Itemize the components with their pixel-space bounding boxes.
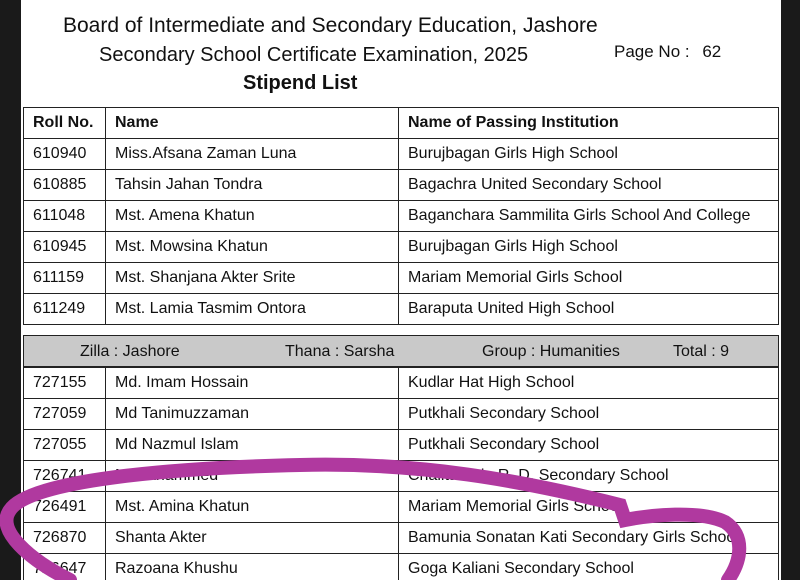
- roll-cell: 727155: [24, 368, 106, 399]
- stipend-table-bottom: [23, 367, 779, 580]
- table-row: [24, 170, 779, 201]
- table-header-row: [24, 108, 779, 139]
- table-row: [24, 461, 779, 492]
- institution-cell: Mariam Memorial Girls School: [399, 492, 779, 523]
- roll-cell: 611048: [24, 201, 106, 232]
- institution-cell: Baraputa United High School: [399, 294, 779, 325]
- document-page: [21, 0, 781, 580]
- stipend-table-top: [23, 107, 779, 325]
- name-cell: Shanta Akter: [106, 523, 399, 554]
- board-title: Board of Intermediate and Secondary Education, Jashore: [63, 14, 598, 37]
- institution-cell: Bamunia Sonatan Kati Secondary Girls School: [399, 523, 779, 554]
- column-name: Name: [106, 108, 399, 139]
- table-row: [24, 294, 779, 325]
- name-cell: Mst. Amena Khatun: [106, 201, 399, 232]
- institution-cell: Burujbagan Girls High School: [399, 139, 779, 170]
- roll-cell: 611159: [24, 263, 106, 294]
- group-name: Group : Humanities: [482, 343, 620, 360]
- institution-cell: Goga Kaliani Secondary School: [399, 554, 779, 580]
- right-edge: [781, 0, 800, 580]
- group-thana: Thana : Sarsha: [285, 343, 395, 360]
- roll-cell: 726491: [24, 492, 106, 523]
- name-cell: Mst. Shanjana Akter Srite: [106, 263, 399, 294]
- name-cell: Md Nazmul Islam: [106, 430, 399, 461]
- institution-cell: Putkhali Secondary School: [399, 430, 779, 461]
- roll-cell: 610940: [24, 139, 106, 170]
- page-number: [614, 42, 721, 62]
- name-cell: Mst. Mowsina Khatun: [106, 232, 399, 263]
- group-zilla: Zilla : Jashore: [80, 343, 180, 360]
- table-row: [24, 554, 779, 580]
- table-row: [24, 399, 779, 430]
- name-cell: Md. Ahammed: [106, 461, 399, 492]
- list-title: Stipend List: [243, 72, 358, 94]
- group-total: Total : 9: [673, 343, 730, 360]
- roll-cell: 611249: [24, 294, 106, 325]
- roll-cell: 727055: [24, 430, 106, 461]
- roll-cell: 726870: [24, 523, 106, 554]
- roll-cell: 726741: [24, 461, 106, 492]
- institution-cell: Baganchara Sammilita Girls School And College: [399, 201, 779, 232]
- roll-cell: 610885: [24, 170, 106, 201]
- table-row: [24, 139, 779, 170]
- name-cell: Razoana Khushu: [106, 554, 399, 580]
- roll-cell: 610945: [24, 232, 106, 263]
- institution-cell: Mariam Memorial Girls School: [399, 263, 779, 294]
- roll-cell: 727059: [24, 399, 106, 430]
- group-header: [23, 335, 779, 367]
- page-value: 62: [702, 42, 722, 61]
- name-cell: Miss.Afsana Zaman Luna: [106, 139, 399, 170]
- roll-cell: 726647: [24, 554, 106, 580]
- left-edge: [0, 0, 21, 580]
- name-cell: Mst. Amina Khatun: [106, 492, 399, 523]
- institution-cell: Kudlar Hat High School: [399, 368, 779, 399]
- table-row: [24, 232, 779, 263]
- name-cell: Md Tanimuzzaman: [106, 399, 399, 430]
- table-row: [24, 201, 779, 232]
- table-row: [24, 368, 779, 399]
- name-cell: Mst. Lamia Tasmim Ontora: [106, 294, 399, 325]
- exam-title: Secondary School Certificate Examination, 2025: [99, 44, 529, 66]
- institution-cell: Chalitabaria R. D. Secondary School: [399, 461, 779, 492]
- name-cell: Md. Imam Hossain: [106, 368, 399, 399]
- name-cell: Tahsin Jahan Tondra: [106, 170, 399, 201]
- column-institution: Name of Passing Institution: [399, 108, 779, 139]
- table-row: [24, 430, 779, 461]
- institution-cell: Bagachra United Secondary School: [399, 170, 779, 201]
- column-roll: Roll No.: [24, 108, 106, 139]
- table-row: [24, 492, 779, 523]
- table-row: [24, 523, 779, 554]
- table-row: [24, 263, 779, 294]
- page-label: Page No :: [614, 42, 690, 61]
- institution-cell: Putkhali Secondary School: [399, 399, 779, 430]
- institution-cell: Burujbagan Girls High School: [399, 232, 779, 263]
